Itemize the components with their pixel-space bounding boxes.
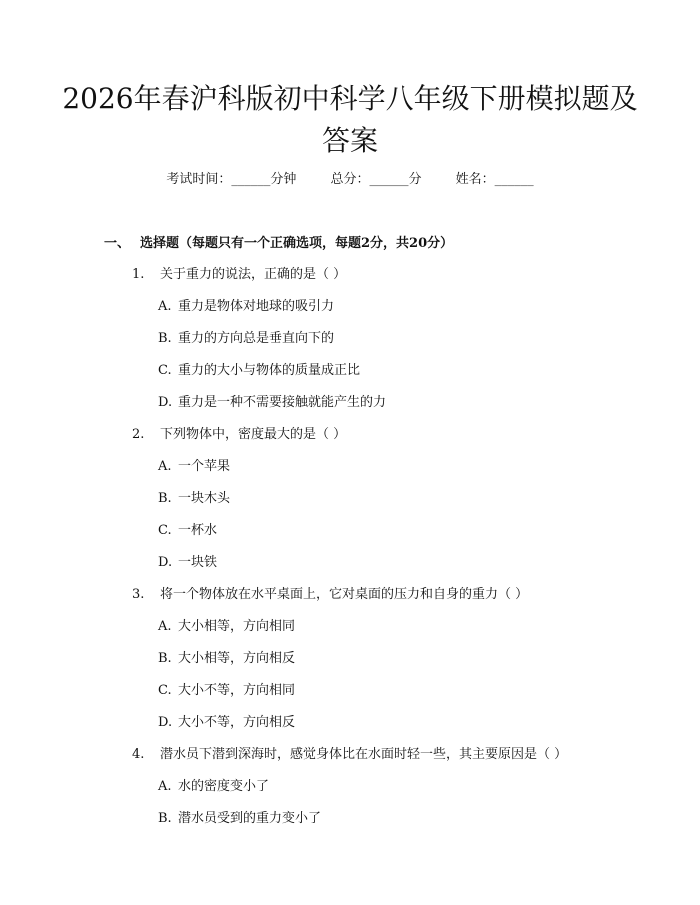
option-3a: [158, 615, 295, 634]
option-1c: [158, 359, 360, 378]
page-title: 2026年春沪科版初中科学八年级下册模拟题及答案: [62, 82, 638, 157]
option-3d: [158, 711, 295, 730]
question-3: [132, 583, 528, 602]
option-letter: C.: [158, 523, 172, 538]
question-number: 3.: [132, 587, 145, 602]
option-1b: [158, 327, 334, 346]
option-2d: [158, 551, 217, 570]
question-number: 1.: [132, 267, 145, 282]
question-number: 2.: [132, 427, 145, 442]
option-text: 重力的方向总是垂直向下的: [178, 331, 335, 346]
option-letter: B.: [158, 651, 172, 666]
option-3c: [158, 679, 295, 698]
option-4b: [158, 807, 321, 826]
option-1d: [158, 391, 386, 410]
option-letter: B.: [158, 491, 172, 506]
question-text: 将一个物体放在水平桌面上，它对桌面的压力和自身的重力（ ）: [160, 587, 529, 602]
question-4: [132, 743, 567, 762]
option-letter: D.: [158, 715, 173, 730]
option-letter: A.: [158, 619, 172, 634]
question-number: 4.: [132, 747, 145, 762]
option-letter: A.: [158, 779, 172, 794]
question-1: [132, 263, 346, 282]
option-letter: C.: [158, 363, 172, 378]
option-1a: [158, 295, 334, 314]
option-2a: [158, 455, 230, 474]
option-letter: A.: [158, 299, 172, 314]
question-text: 下列物体中，密度最大的是（ ）: [160, 427, 347, 442]
option-text: 大小不等，方向相反: [178, 715, 296, 730]
section-label: 选择题（每题只有一个正确选项，每题2分，共20分）: [140, 236, 454, 251]
option-text: 一块铁: [178, 555, 218, 570]
option-text: 大小相等，方向相同: [178, 619, 296, 634]
question-text: 关于重力的说法，正确的是（ ）: [160, 267, 347, 282]
option-letter: D.: [158, 395, 173, 410]
option-letter: B.: [158, 331, 172, 346]
option-2b: [158, 487, 230, 506]
option-3b: [158, 647, 295, 666]
option-2c: [158, 519, 217, 538]
question-2: [132, 423, 346, 442]
option-text: 一杯水: [178, 523, 218, 538]
section-number: 一、: [104, 236, 131, 251]
option-text: 重力是一种不需要接触就能产生的力: [178, 395, 387, 410]
option-letter: A.: [158, 459, 172, 474]
section-heading: [104, 232, 453, 251]
option-text: 一块木头: [178, 491, 231, 506]
option-text: 水的密度变小了: [178, 779, 270, 794]
option-text: 重力的大小与物体的质量成正比: [178, 363, 361, 378]
exam-info-line: [0, 168, 700, 187]
option-text: 一个苹果: [178, 459, 231, 474]
option-4a: [158, 775, 269, 794]
option-letter: D.: [158, 555, 173, 570]
option-text: 大小不等，方向相同: [178, 683, 296, 698]
option-text: 潜水员受到的重力变小了: [178, 811, 322, 826]
option-letter: B.: [158, 811, 172, 826]
option-letter: C.: [158, 683, 172, 698]
name-field: 姓名：______: [455, 172, 534, 187]
question-text: 潜水员下潜到深海时，感觉身体比在水面时轻一些，其主要原因是（ ）: [160, 747, 568, 762]
option-text: 大小相等，方向相反: [178, 651, 296, 666]
total-score-field: 总分：______分: [330, 172, 422, 187]
exam-time-field: 考试时间：______分钟: [166, 172, 297, 187]
option-text: 重力是物体对地球的吸引力: [178, 299, 335, 314]
